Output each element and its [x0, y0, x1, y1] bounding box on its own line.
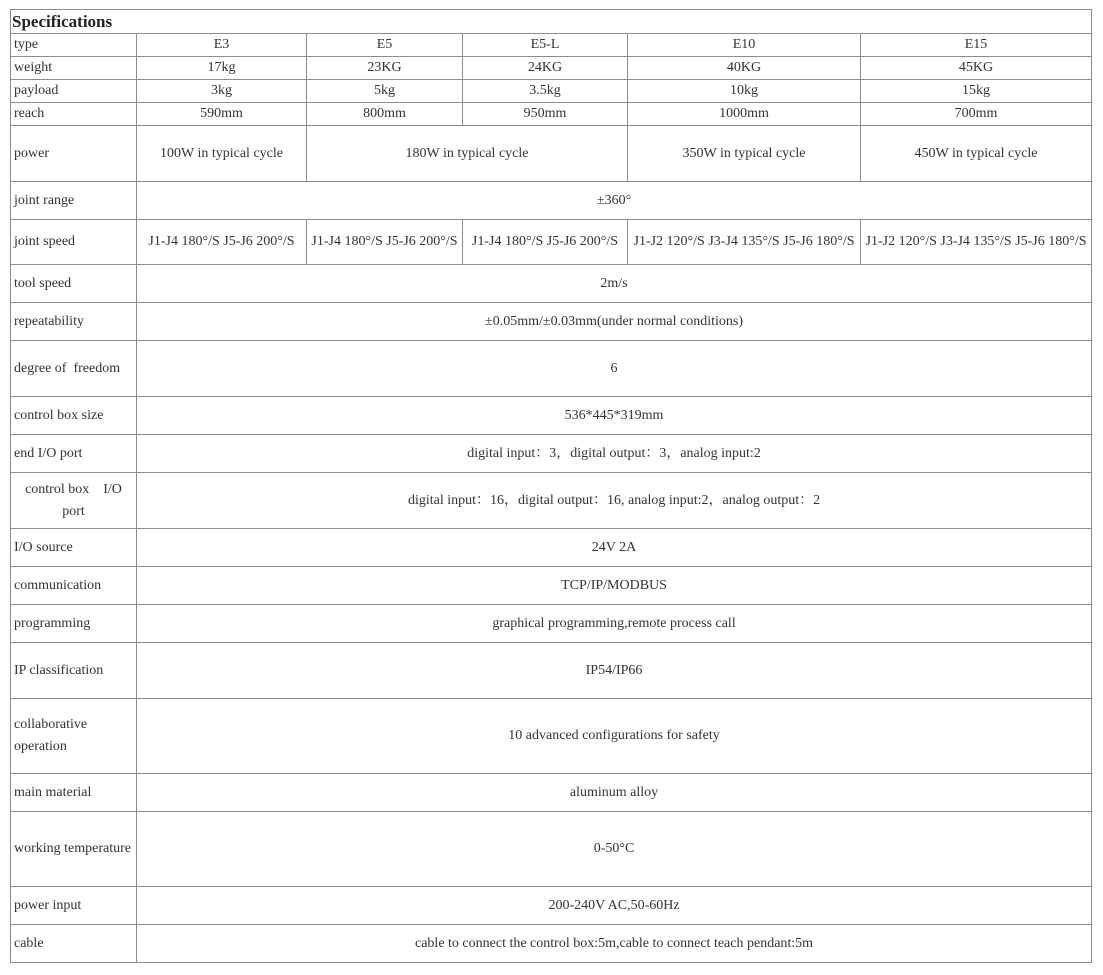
- row-label-ip-classification: IP classification: [11, 643, 137, 699]
- weight-e3: 17kg: [137, 57, 307, 80]
- row-label-tool-speed: tool speed: [11, 265, 137, 303]
- control-box-io-port-value: digital input：16，digital output：16, analog input:2，analog output：2: [137, 473, 1092, 529]
- row-label-io-source: I/O source: [11, 529, 137, 567]
- row-label-degree-of-freedom: degree of freedom: [11, 341, 137, 397]
- weight-e5: 23KG: [307, 57, 463, 80]
- joint-speed-e10: J1-J2 120°/S J3-J4 135°/S J5-J6 180°/S: [628, 220, 861, 265]
- model-e5-l: E5-L: [463, 34, 628, 57]
- power-e10: 350W in typical cycle: [628, 126, 861, 182]
- collaborative-operation-value: 10 advanced configurations for safety: [137, 699, 1092, 774]
- table-row-control-box-io-port: [11, 473, 1092, 529]
- table-row-end-io-port: [11, 435, 1092, 473]
- power-e5-e5l: 180W in typical cycle: [307, 126, 628, 182]
- table-row-ip-classification: [11, 643, 1092, 699]
- table-row-working-temperature: [11, 812, 1092, 887]
- end-io-port-value: digital input：3，digital output：3，analog input:2: [137, 435, 1092, 473]
- table-row-io-source: [11, 529, 1092, 567]
- tool-speed-value: 2m/s: [137, 265, 1092, 303]
- payload-e5-l: 3.5kg: [463, 80, 628, 103]
- table-row-programming: [11, 605, 1092, 643]
- table-row-communication: [11, 567, 1092, 605]
- row-label-reach: reach: [11, 103, 137, 126]
- table-row-control-box-size: [11, 397, 1092, 435]
- weight-e5-l: 24KG: [463, 57, 628, 80]
- table-title: Specifications: [11, 10, 1092, 34]
- table-row-cable: [11, 925, 1092, 963]
- joint-range-value: ±360°: [137, 182, 1092, 220]
- table-row-joint-range: [11, 182, 1092, 220]
- row-label-repeatability: repeatability: [11, 303, 137, 341]
- row-label-joint-speed: joint speed: [11, 220, 137, 265]
- row-label-main-material: main material: [11, 774, 137, 812]
- weight-e10: 40KG: [628, 57, 861, 80]
- payload-e10: 10kg: [628, 80, 861, 103]
- table-row-power-input: [11, 887, 1092, 925]
- repeatability-value: ±0.05mm/±0.03mm(under normal conditions): [137, 303, 1092, 341]
- row-label-power: power: [11, 126, 137, 182]
- table-row-weight: [11, 57, 1092, 80]
- model-e3: E3: [137, 34, 307, 57]
- model-e5: E5: [307, 34, 463, 57]
- table-row-degree-of-freedom: [11, 341, 1092, 397]
- payload-e3: 3kg: [137, 80, 307, 103]
- row-label-communication: communication: [11, 567, 137, 605]
- row-label-payload: payload: [11, 80, 137, 103]
- working-temperature-value: 0-50°C: [137, 812, 1092, 887]
- joint-speed-e5: J1-J4 180°/S J5-J6 200°/S: [307, 220, 463, 265]
- row-label-working-temperature: working temperature: [11, 812, 137, 887]
- reach-e15: 700mm: [861, 103, 1092, 126]
- table-row-joint-speed: [11, 220, 1092, 265]
- io-source-value: 24V 2A: [137, 529, 1092, 567]
- main-material-value: aluminum alloy: [137, 774, 1092, 812]
- reach-e5-l: 950mm: [463, 103, 628, 126]
- cable-value: cable to connect the control box:5m,cable to connect teach pendant:5m: [137, 925, 1092, 963]
- row-label-weight: weight: [11, 57, 137, 80]
- table-row-power: [11, 126, 1092, 182]
- joint-speed-e15: J1-J2 120°/S J3-J4 135°/S J5-J6 180°/S: [861, 220, 1092, 265]
- table-row-main-material: [11, 774, 1092, 812]
- reach-e3: 590mm: [137, 103, 307, 126]
- weight-e15: 45KG: [861, 57, 1092, 80]
- degree-of-freedom-value: 6: [137, 341, 1092, 397]
- reach-e10: 1000mm: [628, 103, 861, 126]
- joint-speed-e5-l: J1-J4 180°/S J5-J6 200°/S: [463, 220, 628, 265]
- payload-e5: 5kg: [307, 80, 463, 103]
- row-label-control-box-size: control box size: [11, 397, 137, 435]
- row-label-power-input: power input: [11, 887, 137, 925]
- specifications-table: [10, 9, 1092, 963]
- ip-classification-value: IP54/IP66: [137, 643, 1092, 699]
- payload-e15: 15kg: [861, 80, 1092, 103]
- table-row-collaborative-operation: [11, 699, 1092, 774]
- row-label-collaborative-operation: collaborative operation: [11, 699, 137, 774]
- row-label-end-io-port: end I/O port: [11, 435, 137, 473]
- power-e15: 450W in typical cycle: [861, 126, 1092, 182]
- title-row: [11, 10, 1092, 34]
- joint-speed-e3: J1-J4 180°/S J5-J6 200°/S: [137, 220, 307, 265]
- power-input-value: 200-240V AC,50-60Hz: [137, 887, 1092, 925]
- reach-e5: 800mm: [307, 103, 463, 126]
- row-label-type: type: [11, 34, 137, 57]
- table-row-payload: [11, 80, 1092, 103]
- table-row-repeatability: [11, 303, 1092, 341]
- table-row-tool-speed: [11, 265, 1092, 303]
- model-e15: E15: [861, 34, 1092, 57]
- programming-value: graphical programming,remote process call: [137, 605, 1092, 643]
- table-row-reach: [11, 103, 1092, 126]
- model-e10: E10: [628, 34, 861, 57]
- row-label-joint-range: joint range: [11, 182, 137, 220]
- control-box-size-value: 536*445*319mm: [137, 397, 1092, 435]
- table-row-type: [11, 34, 1092, 57]
- power-e3: 100W in typical cycle: [137, 126, 307, 182]
- row-label-control-box-io-port: control box I/O port: [11, 473, 137, 529]
- row-label-cable: cable: [11, 925, 137, 963]
- row-label-programming: programming: [11, 605, 137, 643]
- communication-value: TCP/IP/MODBUS: [137, 567, 1092, 605]
